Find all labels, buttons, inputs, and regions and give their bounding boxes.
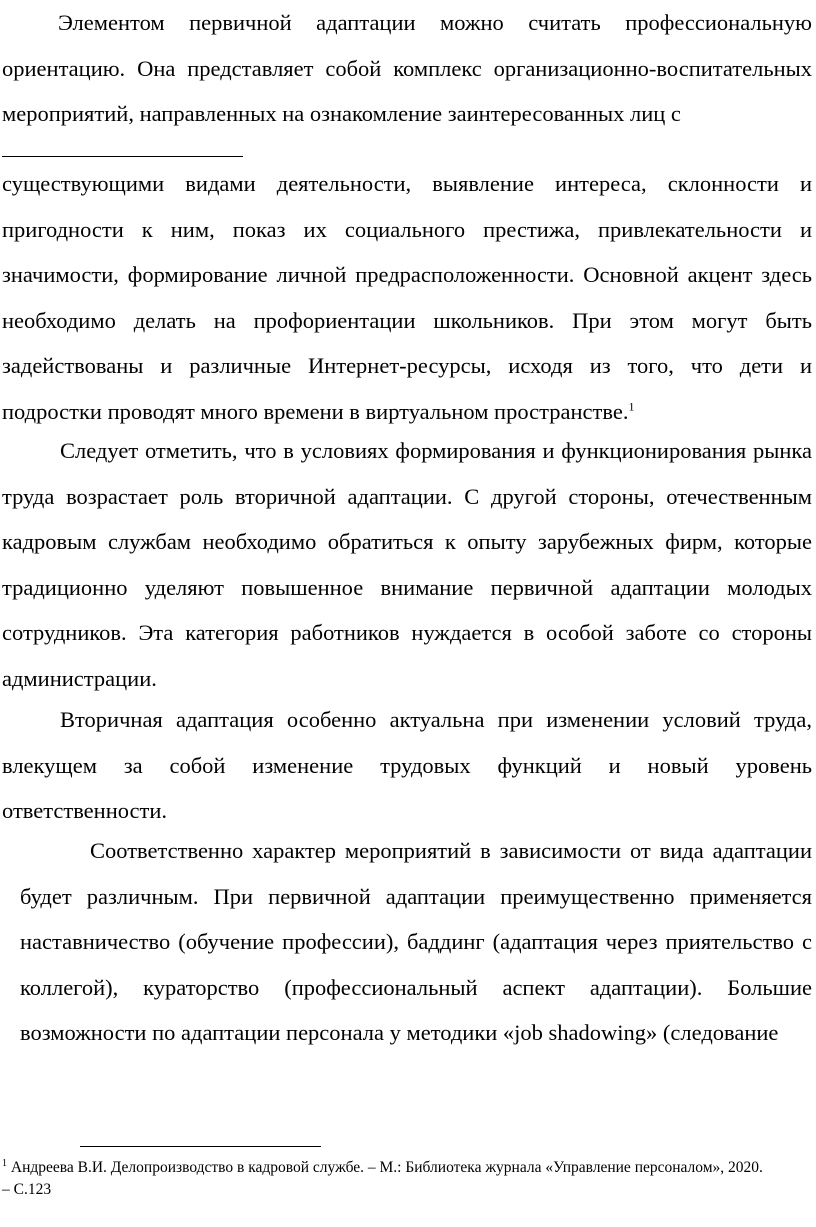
footnote-separator	[80, 1146, 321, 1147]
footnote-line-1	[2, 1157, 812, 1179]
paragraph-4: Вторичная адаптация особенно актуальна при изменении условий труда, влекущем за собой изменение трудовых функций и новый уровень ответственности.	[2, 707, 812, 823]
footnote-text: Андреева В.И. Делопроизводство в кадровой службе. – М.: Библиотека журнала «Управление персоналом», 2020.	[10, 1159, 763, 1176]
footnote-reference: 1	[628, 399, 635, 413]
paragraph-5: Соответственно характер мероприятий в зависимости от вида адаптации будет различным. При первичной адаптации преимущественно применяется наставничество (обучение профессии), баддинг (адаптация через приятельство с коллегой), кураторство (профессиональный аспект адаптации). Большие возможности по адаптации персонала у методики «job shadowing» (следование	[20, 838, 812, 1045]
paragraph-2	[2, 161, 812, 434]
paragraph-1: Элементом первичной адаптации можно считать профессиональную ориентацию. Она представляет собой комплекс организационно-воспитательных мероприятий, направленных на ознакомление заинтересованных лиц с	[2, 10, 812, 126]
footnote-line-2: – С.123	[2, 1181, 52, 1198]
footnote-mark: 1	[2, 1157, 7, 1169]
footnote	[2, 1157, 812, 1201]
paragraph-3: Следует отметить, что в условиях формирования и функционирования рынка труда возрастает роль вторичной адаптации. С другой стороны, отечественным кадровым службам необходимо обратиться к опыту зарубежных фирм, которые традиционно уделяют повышенное внимание первичной адаптации молодых сотрудников. Эта категория работников нуждается в особой заботе со стороны администрации.	[2, 438, 812, 691]
paragraph-2-text: существующими видами деятельности, выявление интереса, склонности и пригодности к ним, показ их социального престижа, привлекательности и значимости, формирование личной предрасположенности. Основной акцент здесь необходимо делать на профориентации школьников. При этом могут быть задействованы и различные Интернет-ресурсы, исходя из того, что дети и подростки проводят много времени в виртуальном пространстве.	[2, 171, 812, 424]
page-break-rule	[2, 156, 243, 157]
